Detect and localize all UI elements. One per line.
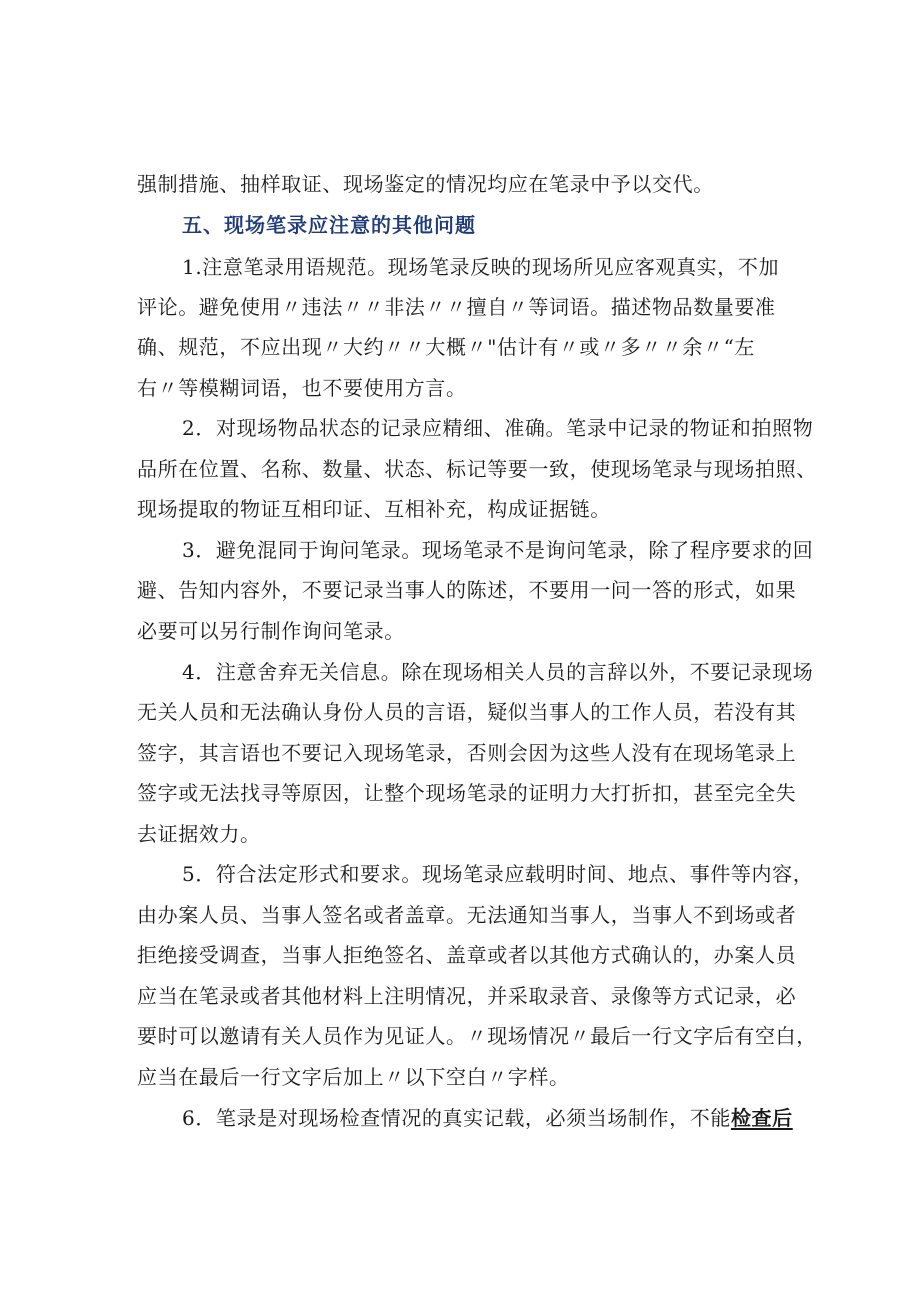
paragraph-line: 1.注意笔录用语规范。现场笔录反映的现场所见应客观真实，不加 [182,255,780,279]
paragraph-line [182,1104,793,1132]
paragraph-line: 5．符合法定形式和要求。现场笔录应载明时间、地点、事件等内容， [182,862,814,886]
paragraph-line: 签字，其言语也不要记入现场笔录，否则会因为这些人没有在现场笔录上 [137,741,797,765]
paragraph-line: 品所在位置、名称、数量、状态、标记等要一致，使现场笔录与现场拍照、 [137,457,817,481]
paragraph-line: 3．避免混同于询问笔录。现场笔录不是询问笔录，除了程序要求的回 [182,538,814,562]
paragraph-line: 现场提取的物证互相印证、互相补充，构成证据链。 [137,497,611,521]
paragraph-line: 评论。避免使用〃违法〃〃非法〃〃擅自〃等词语。描述物品数量要准 [137,295,776,319]
paragraph-line: 无关人员和无法确认身份人员的言语，疑似当事人的工作人员，若没有其 [137,700,797,724]
paragraph-line: 右〃等模糊词语，也不要使用方言。 [137,376,467,400]
paragraph-line-text: 6．笔录是对现场检查情况的真实记载，必须当场制作，不能 [182,1106,731,1130]
paragraph-line: 4．注意舍弃无关信息。除在现场相关人员的言辞以外，不要记录现场 [182,660,814,684]
paragraph-line: 去证据效力。 [137,822,261,846]
intro-line: 强制措施、抽样取证、现场鉴定的情况均应在笔录中予以交代。 [137,172,714,196]
paragraph-line: 避、告知内容外，不要记录当事人的陈述，不要用一问一答的形式，如果 [137,578,797,602]
underlined-text: 检查后 [730,1106,793,1130]
section-heading: 五、现场笔录应注意的其他问题 [182,213,476,237]
paragraph-line: 由办案人员、当事人签名或者盖章。无法通知当事人，当事人不到场或者 [137,903,797,927]
paragraph-line: 应当在笔录或者其他材料上注明情况，并采取录音、录像等方式记录，必 [137,984,797,1008]
paragraph-line: 2．对现场物品状态的记录应精细、准确。笔录中记录的物证和拍照物 [182,416,814,440]
paragraph-line: 必要可以另行制作询问笔录。 [137,619,405,643]
paragraph-line: 应当在最后一行文字后加上〃以下空白〃字样。 [137,1065,570,1089]
paragraph-line: 确、规范，不应出现〃大约〃〃大概〃"估计有〃或〃多〃〃余〃“左 [137,335,756,359]
paragraph-line: 签字或无法找寻等原因，让整个现场笔录的证明力大打折扣，甚至完全失 [137,781,797,805]
paragraph-line: 拒绝接受调查，当事人拒绝签名、盖章或者以其他方式确认的，办案人员 [137,943,797,967]
paragraph-line: 要时可以邀请有关人员作为见证人。〃现场情况〃最后一行文字后有空白， [137,1024,817,1048]
